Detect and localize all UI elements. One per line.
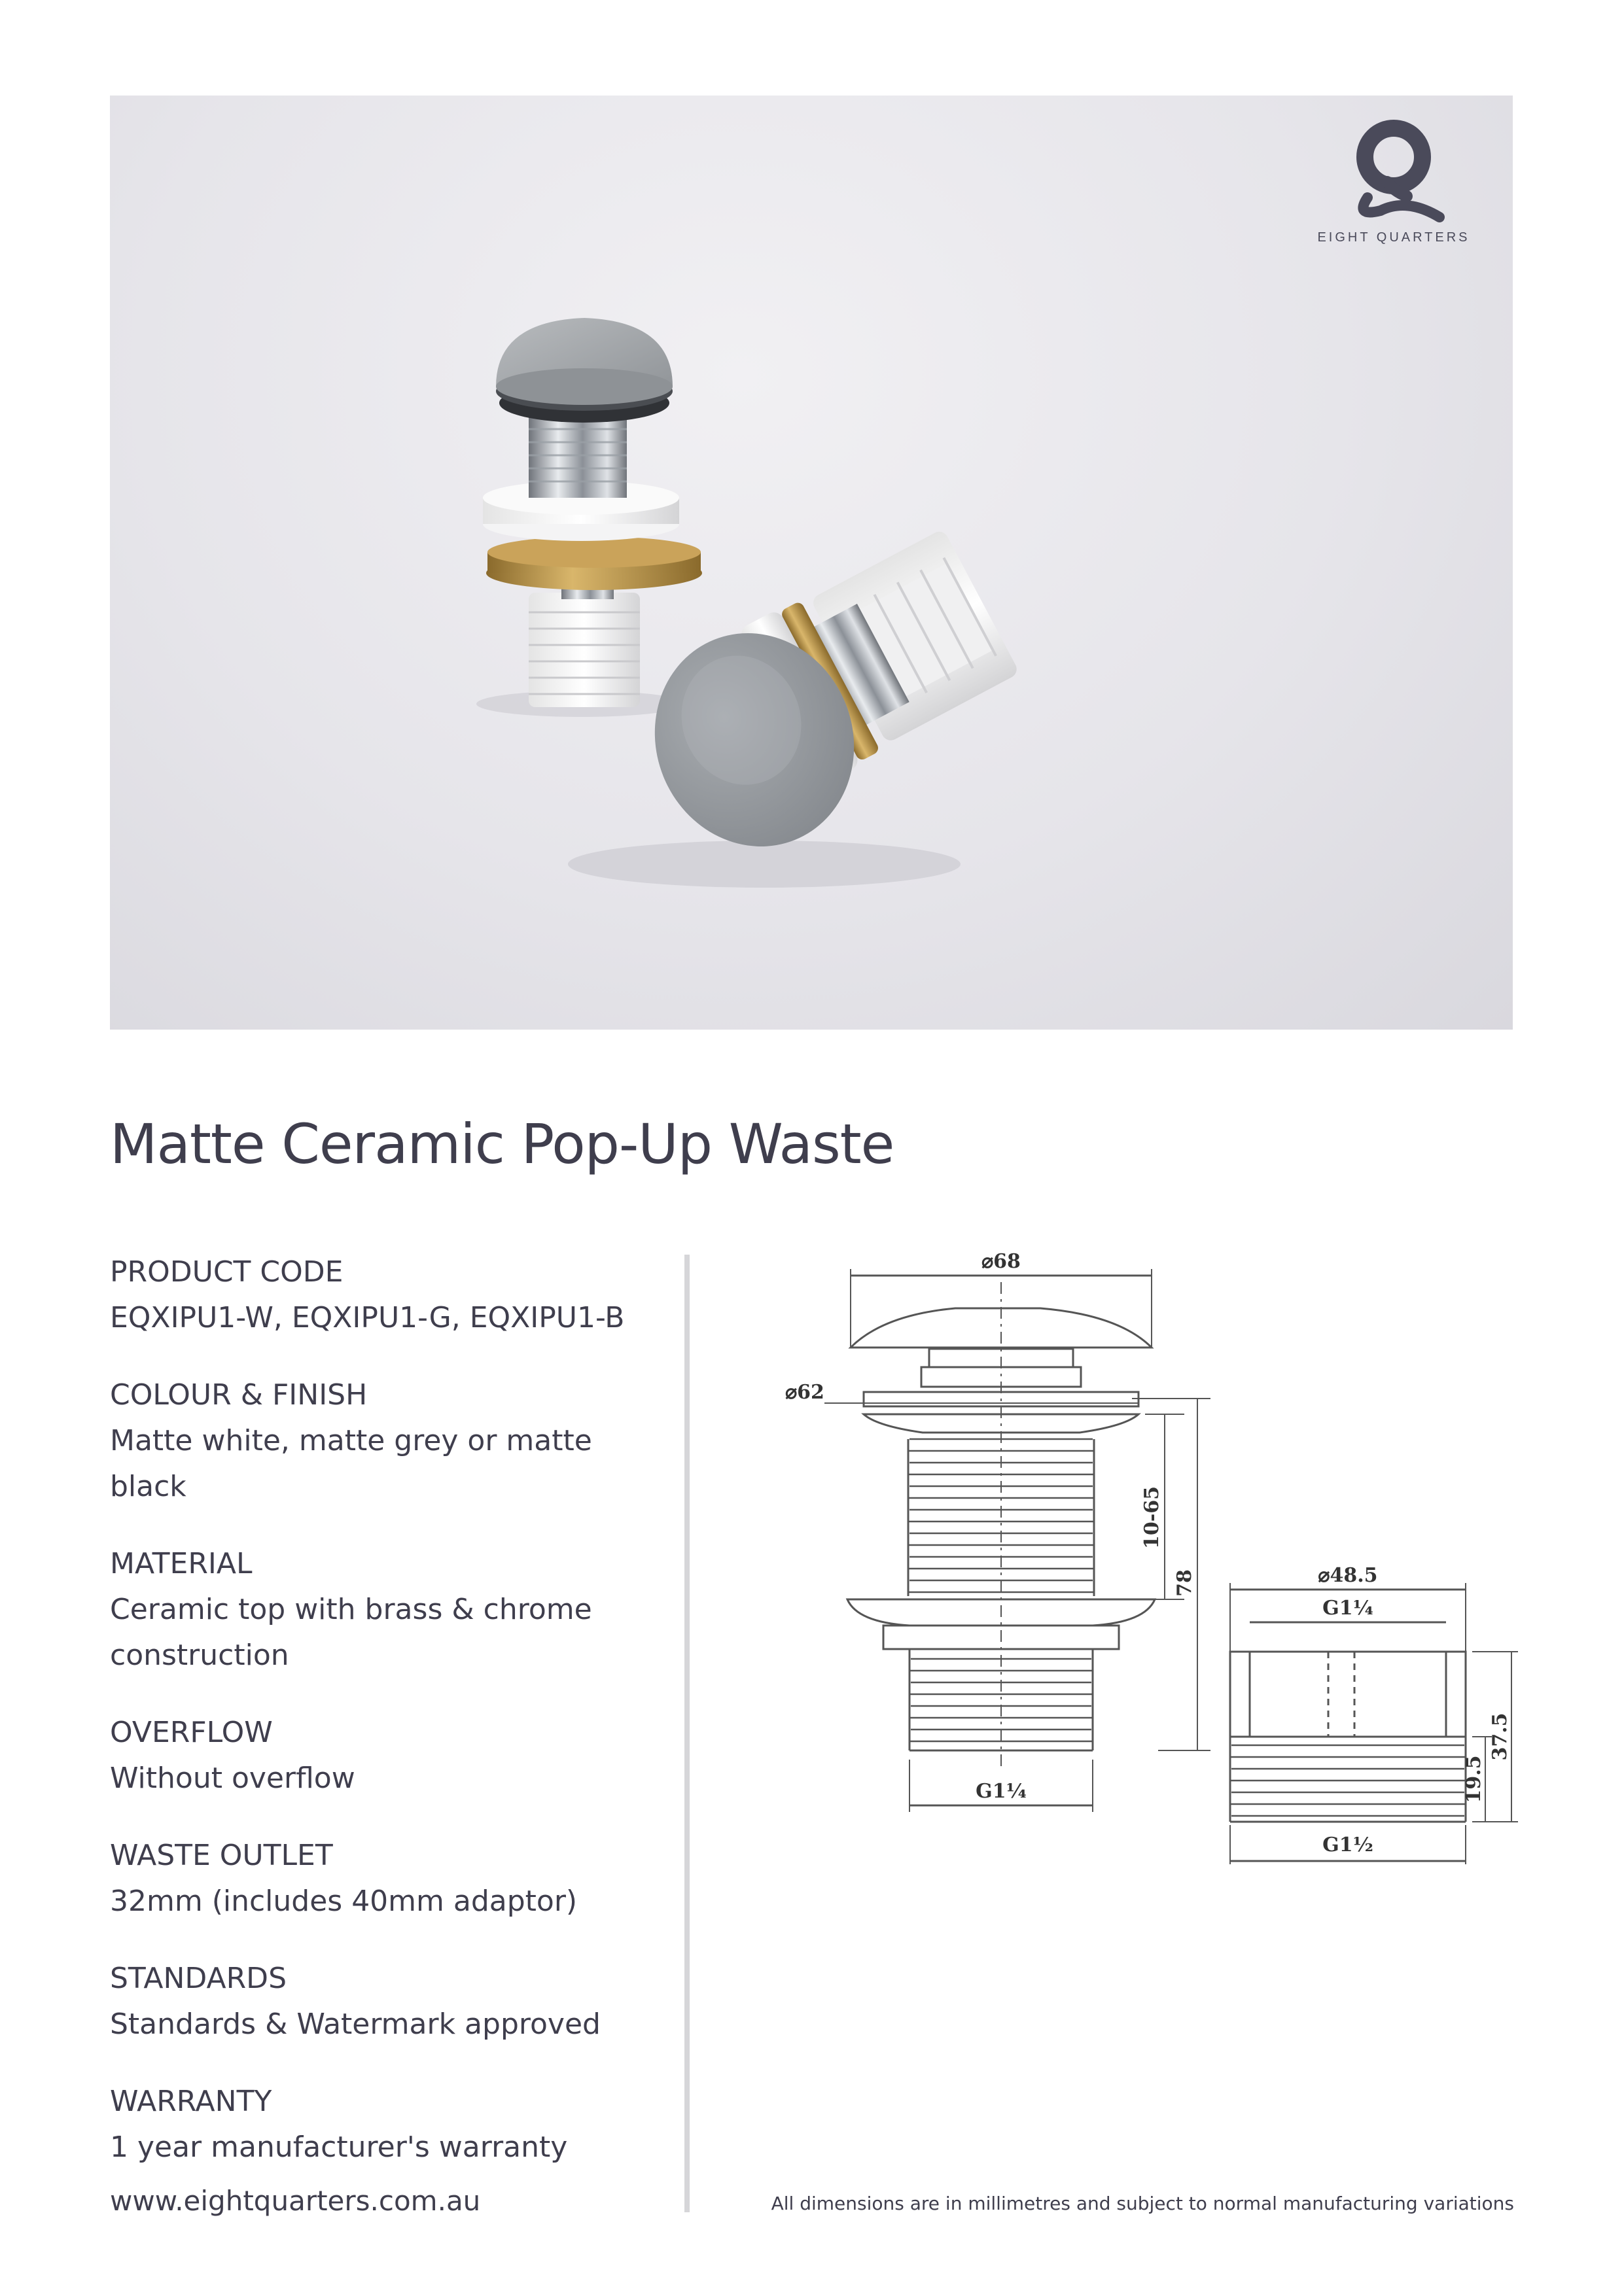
spec-value: Matte white, matte grey or matte black [110, 1424, 592, 1503]
spec-label: MATERIAL [110, 1547, 253, 1580]
spec-value: 32mm (includes 40mm adaptor) [110, 1885, 578, 1918]
spec-value: Without overflow [110, 1762, 355, 1795]
spec-label: WASTE OUTLET [110, 1839, 333, 1872]
dimensions-note: All dimensions are in millimetres and subject to normal manufacturing variations [771, 2193, 1514, 2214]
spec-overflow [110, 1710, 673, 1801]
brand-logo [1309, 119, 1479, 245]
spec-label: STANDARDS [110, 1962, 287, 1995]
spec-label: OVERFLOW [110, 1716, 273, 1749]
spec-waste-outlet [110, 1833, 673, 1924]
spec-label: PRODUCT CODE [110, 1255, 344, 1289]
website-link[interactable]: www.eightquarters.com.au [110, 2185, 481, 2217]
spec-colour-finish [110, 1372, 673, 1510]
brand-name: EIGHT QUARTERS [1317, 230, 1470, 245]
spec-value: Standards & Watermark approved [110, 2008, 601, 2041]
product-photo [110, 96, 1513, 1030]
spec-label: WARRANTY [110, 2085, 272, 2118]
dim-adaptor-bottom-thread: G1½ [1322, 1834, 1373, 1856]
dim-thread: G1¼ [976, 1780, 1027, 1803]
product-title: Matte Ceramic Pop-Up Waste [110, 1112, 894, 1176]
spec-warranty [110, 2079, 673, 2170]
dim-adaptor-top-thread: G1¼ [1322, 1597, 1373, 1620]
spec-value: 1 year manufacturer's warranty [110, 2131, 568, 2164]
technical-drawing [766, 1243, 1525, 1897]
eight-quarters-logo-icon [1341, 119, 1446, 224]
spec-list [110, 1249, 673, 2202]
dim-adaptor-thread-height: 19.5 [1462, 1755, 1485, 1803]
dim-range: 10-65 [1140, 1486, 1163, 1549]
column-divider [684, 1255, 690, 2212]
dim-height: 78 [1173, 1569, 1196, 1597]
spec-standards [110, 1956, 673, 2047]
dim-adaptor-height: 37.5 [1489, 1713, 1511, 1761]
spec-product-code [110, 1249, 673, 1341]
adaptor-body [1230, 1652, 1466, 1737]
pop-up-waste-illustration [110, 96, 1513, 1030]
dim-adaptor-diameter: ⌀48.5 [1318, 1564, 1378, 1587]
dim-cap-diameter: ⌀68 [981, 1250, 1021, 1273]
dim-flange-diameter: ⌀62 [785, 1381, 824, 1404]
spec-value: Ceramic top with brass & chrome construction [110, 1593, 592, 1672]
spec-material [110, 1541, 673, 1679]
spec-label: COLOUR & FINISH [110, 1378, 368, 1412]
spec-value: EQXIPU1-W, EQXIPU1-G, EQXIPU1-B [110, 1301, 625, 1334]
